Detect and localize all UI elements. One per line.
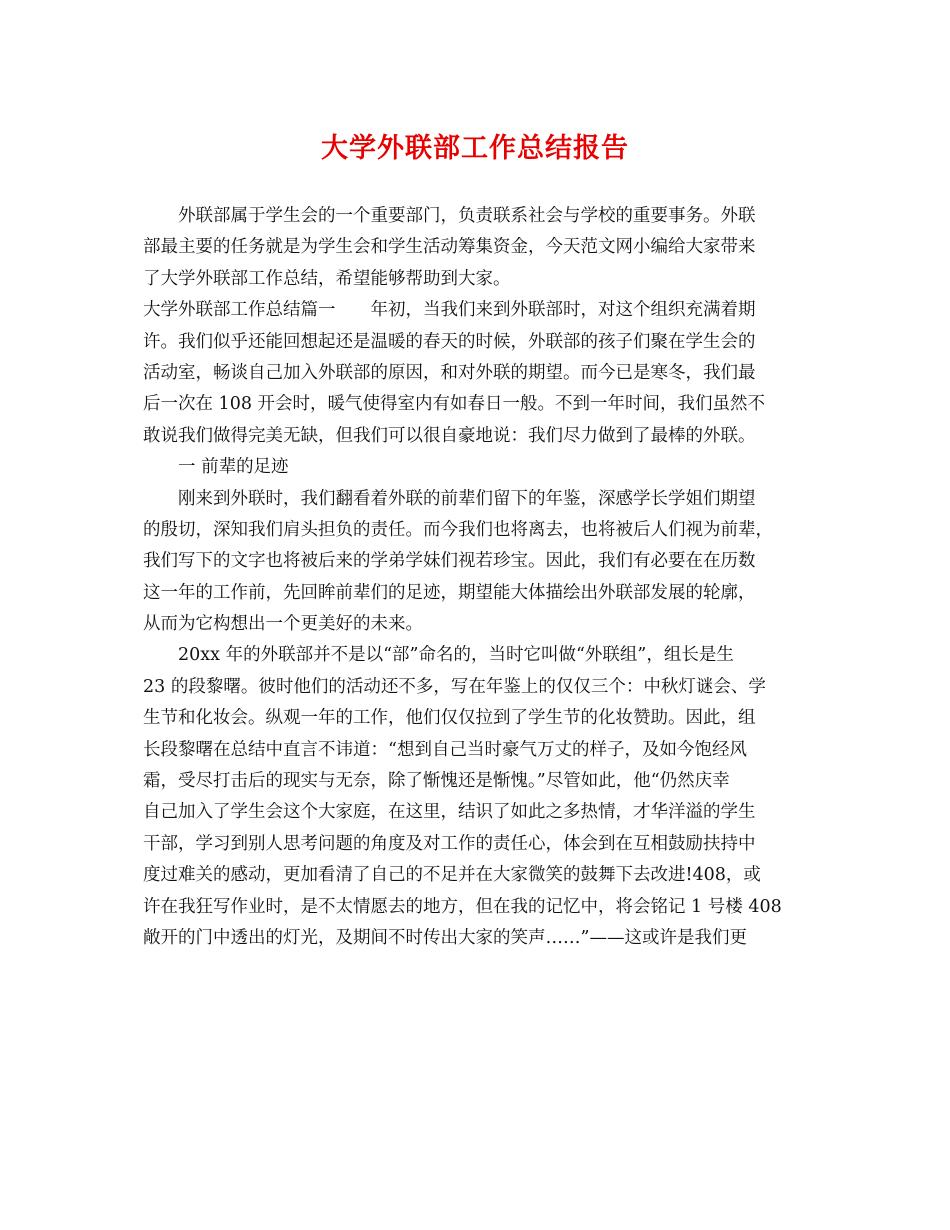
text-line: 敞开的门中透出的灯光，及期间不时传出大家的笑声……”——这或许是我们更 xyxy=(143,927,747,948)
text-line: 后一次在 108 开会时，暖气使得室内有如春日一般。不到一年时间，我们虽然不 xyxy=(143,394,766,415)
text-line: 部最主要的任务就是为学生会和学生活动筹集资金，今天范文网小编给大家带来 xyxy=(143,237,756,258)
text-line: 许。我们似乎还能回想起还是温暖的春天的时候，外联部的孩子们聚在学生会的 xyxy=(143,331,756,352)
text-line: 从而为它构想出一个更美好的未来。 xyxy=(143,614,423,635)
document-title: 大学外联部工作总结报告 xyxy=(321,133,629,164)
text-line: 我们写下的文字也将被后来的学弟学妹们视若珍宝。因此，我们有必要在在历数 xyxy=(143,551,756,572)
text-line: 度过难关的感动，更加看清了自己的不足并在大家微笑的鼓舞下去改进!408，或 xyxy=(143,865,761,886)
text-line: 20xx 年的外联部并不是以“部”命名的，当时它叫做“外联组”，组长是生 xyxy=(178,645,734,666)
text-line: 敢说我们做得完美无缺，但我们可以很自豪地说：我们尽力做到了最棒的外联。 xyxy=(143,425,756,446)
text-line: 的殷切，深知我们肩头担负的责任。而今我们也将离去，也将被后人们视为前辈， xyxy=(143,519,773,540)
text-line: 大学外联部工作总结篇一 年初，当我们来到外联部时，对这个组织充满着期 xyxy=(143,300,756,321)
text-line: 长段黎曙在总结中直言不讳道：“想到自己当时豪气万丈的样子，及如今饱经风 xyxy=(143,739,747,760)
text-line: 霜，受尽打击后的现实与无奈，除了惭愧还是惭愧。”尽管如此，他“仍然庆幸 xyxy=(143,771,730,792)
text-line: 自己加入了学生会这个大家庭，在这里，结识了如此之多热情，才华洋溢的学生 xyxy=(143,802,756,823)
text-line: 刚来到外联时，我们翻看着外联的前辈们留下的年鉴，深感学长学姐们期望 xyxy=(178,488,756,509)
text-line: 许在我狂写作业时，是不太情愿去的地方，但在我的记忆中，将会铭记 1 号楼 408 xyxy=(143,896,782,917)
text-line: 了大学外联部工作总结，希望能够帮助到大家。 xyxy=(143,268,511,289)
text-line: 这一年的工作前，先回眸前辈们的足迹，期望能大体描绘出外联部发展的轮廓， xyxy=(143,582,756,603)
document-body xyxy=(143,201,807,954)
text-line: 23 的段黎曙。彼时他们的活动还不多，写在年鉴上的仅仅三个：中秋灯谜会、学 xyxy=(143,676,766,697)
text-line: 外联部属于学生会的一个重要部门，负责联系社会与学校的重要事务。外联 xyxy=(178,206,756,226)
text-line: 干部，学习到别人思考问题的角度及对工作的责任心，体会到在互相鼓励扶持中 xyxy=(143,833,756,854)
text-line: 活动室，畅谈自己加入外联部的原因，和对外联的期望。而今已是寒冬，我们最 xyxy=(143,362,756,383)
text-line: 一 前辈的足迹 xyxy=(178,457,289,478)
text-line: 生节和化妆会。纵观一年的工作，他们仅仅拉到了学生节的化妆赞助。因此，组 xyxy=(143,708,756,729)
